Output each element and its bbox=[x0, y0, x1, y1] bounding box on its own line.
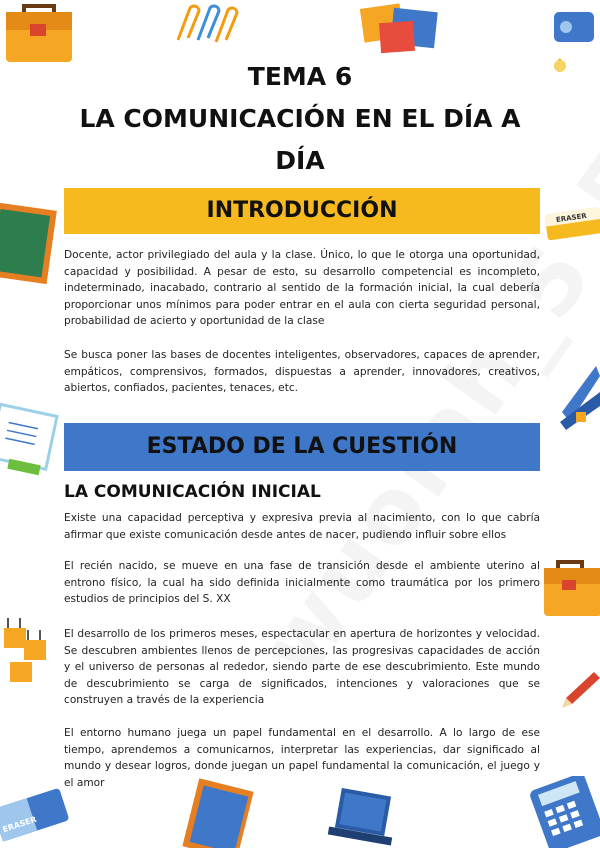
binder-clips-icon bbox=[0, 610, 62, 698]
state-paragraph: El entorno humano juega un papel fundamental en el desarrollo. A lo largo de ese tiempo, aprendemos a comunicarnos, interpretar las experiencias, dar significado al mundo y desear logros, donde juegan un papel fundamental la comunicación, el juego y el amor bbox=[64, 727, 540, 789]
notepad-icon bbox=[0, 400, 62, 480]
briefcase-icon bbox=[538, 554, 600, 626]
sharpener-icon bbox=[540, 0, 600, 84]
intro-paragraph: Se busca poner las bases de docentes inteligentes, observadores, capaces de aprender, empáticos, comprensivos, formados, dispuestas a aprender, innovadores, creativos, abiertos, confiados, pacientes, tenaces, etc. bbox=[64, 349, 540, 394]
stapler-icon bbox=[556, 352, 600, 446]
intro-heading: INTRODUCCIÓN bbox=[64, 188, 540, 234]
intro-paragraph: Docente, actor privilegiado del aula y la clase. Único, lo que le otorga una oportunidad, capacidad y posibilidad. A pesar de esto, su desarrollo competencial es incompleto, indeterminado, inacabado, contrario al sentido de la formación inicial, la cual debería proporcionar unos mínimos para poder entrar en el aula con cierta seguridad personal, probabilidad de acierto y oportunidad de la clase bbox=[64, 249, 540, 327]
eraser-label: ERASER bbox=[555, 211, 588, 225]
chalkboard-icon bbox=[0, 196, 60, 288]
page-title-line-2: LA COMUNICACIÓN EN EL DÍA A bbox=[79, 104, 521, 133]
state-paragraph: El recién nacido, se mueve en una fase de transición desde el ambiente uterino al entrono físico, la cual ha sido definida inicialmente como traumática por los primero estudios de principios del S. XX bbox=[64, 560, 540, 605]
state-paragraph: El desarrollo de los primeros meses, espectacular en apertura de horizontes y velocidad. Se descubren ambientes llenos de percepciones, las progresivas capacidades de acción y el universo de personas al rededor, siendo parte de ese descubrimiento. Este mundo de descubrimiento se carga de significados, intenciones y valoraciones que se construyen a través de la experiencia bbox=[64, 628, 540, 706]
state-heading: ESTADO DE LA CUESTIÓN bbox=[64, 423, 540, 471]
eraser-label-bottom: ERASER bbox=[1, 814, 38, 835]
pencil-icon bbox=[562, 668, 600, 708]
page-title-line-1: TEMA 6 bbox=[247, 62, 353, 91]
paper-clips-icon bbox=[172, 2, 242, 46]
page-title-line-3: DÍA bbox=[275, 146, 325, 175]
eraser-icon bbox=[542, 205, 600, 245]
sticky-notes-icon bbox=[352, 0, 452, 60]
section-subheading: LA COMUNICACIÓN INICIAL bbox=[64, 482, 321, 502]
laptop-icon bbox=[322, 788, 396, 848]
state-paragraph: Existe una capacidad perceptiva y expresiva previa al nacimiento, con lo que cabría afirmar que existe comunicación desde antes de nacer, pudiendo influir sobre ellos bbox=[64, 512, 540, 541]
